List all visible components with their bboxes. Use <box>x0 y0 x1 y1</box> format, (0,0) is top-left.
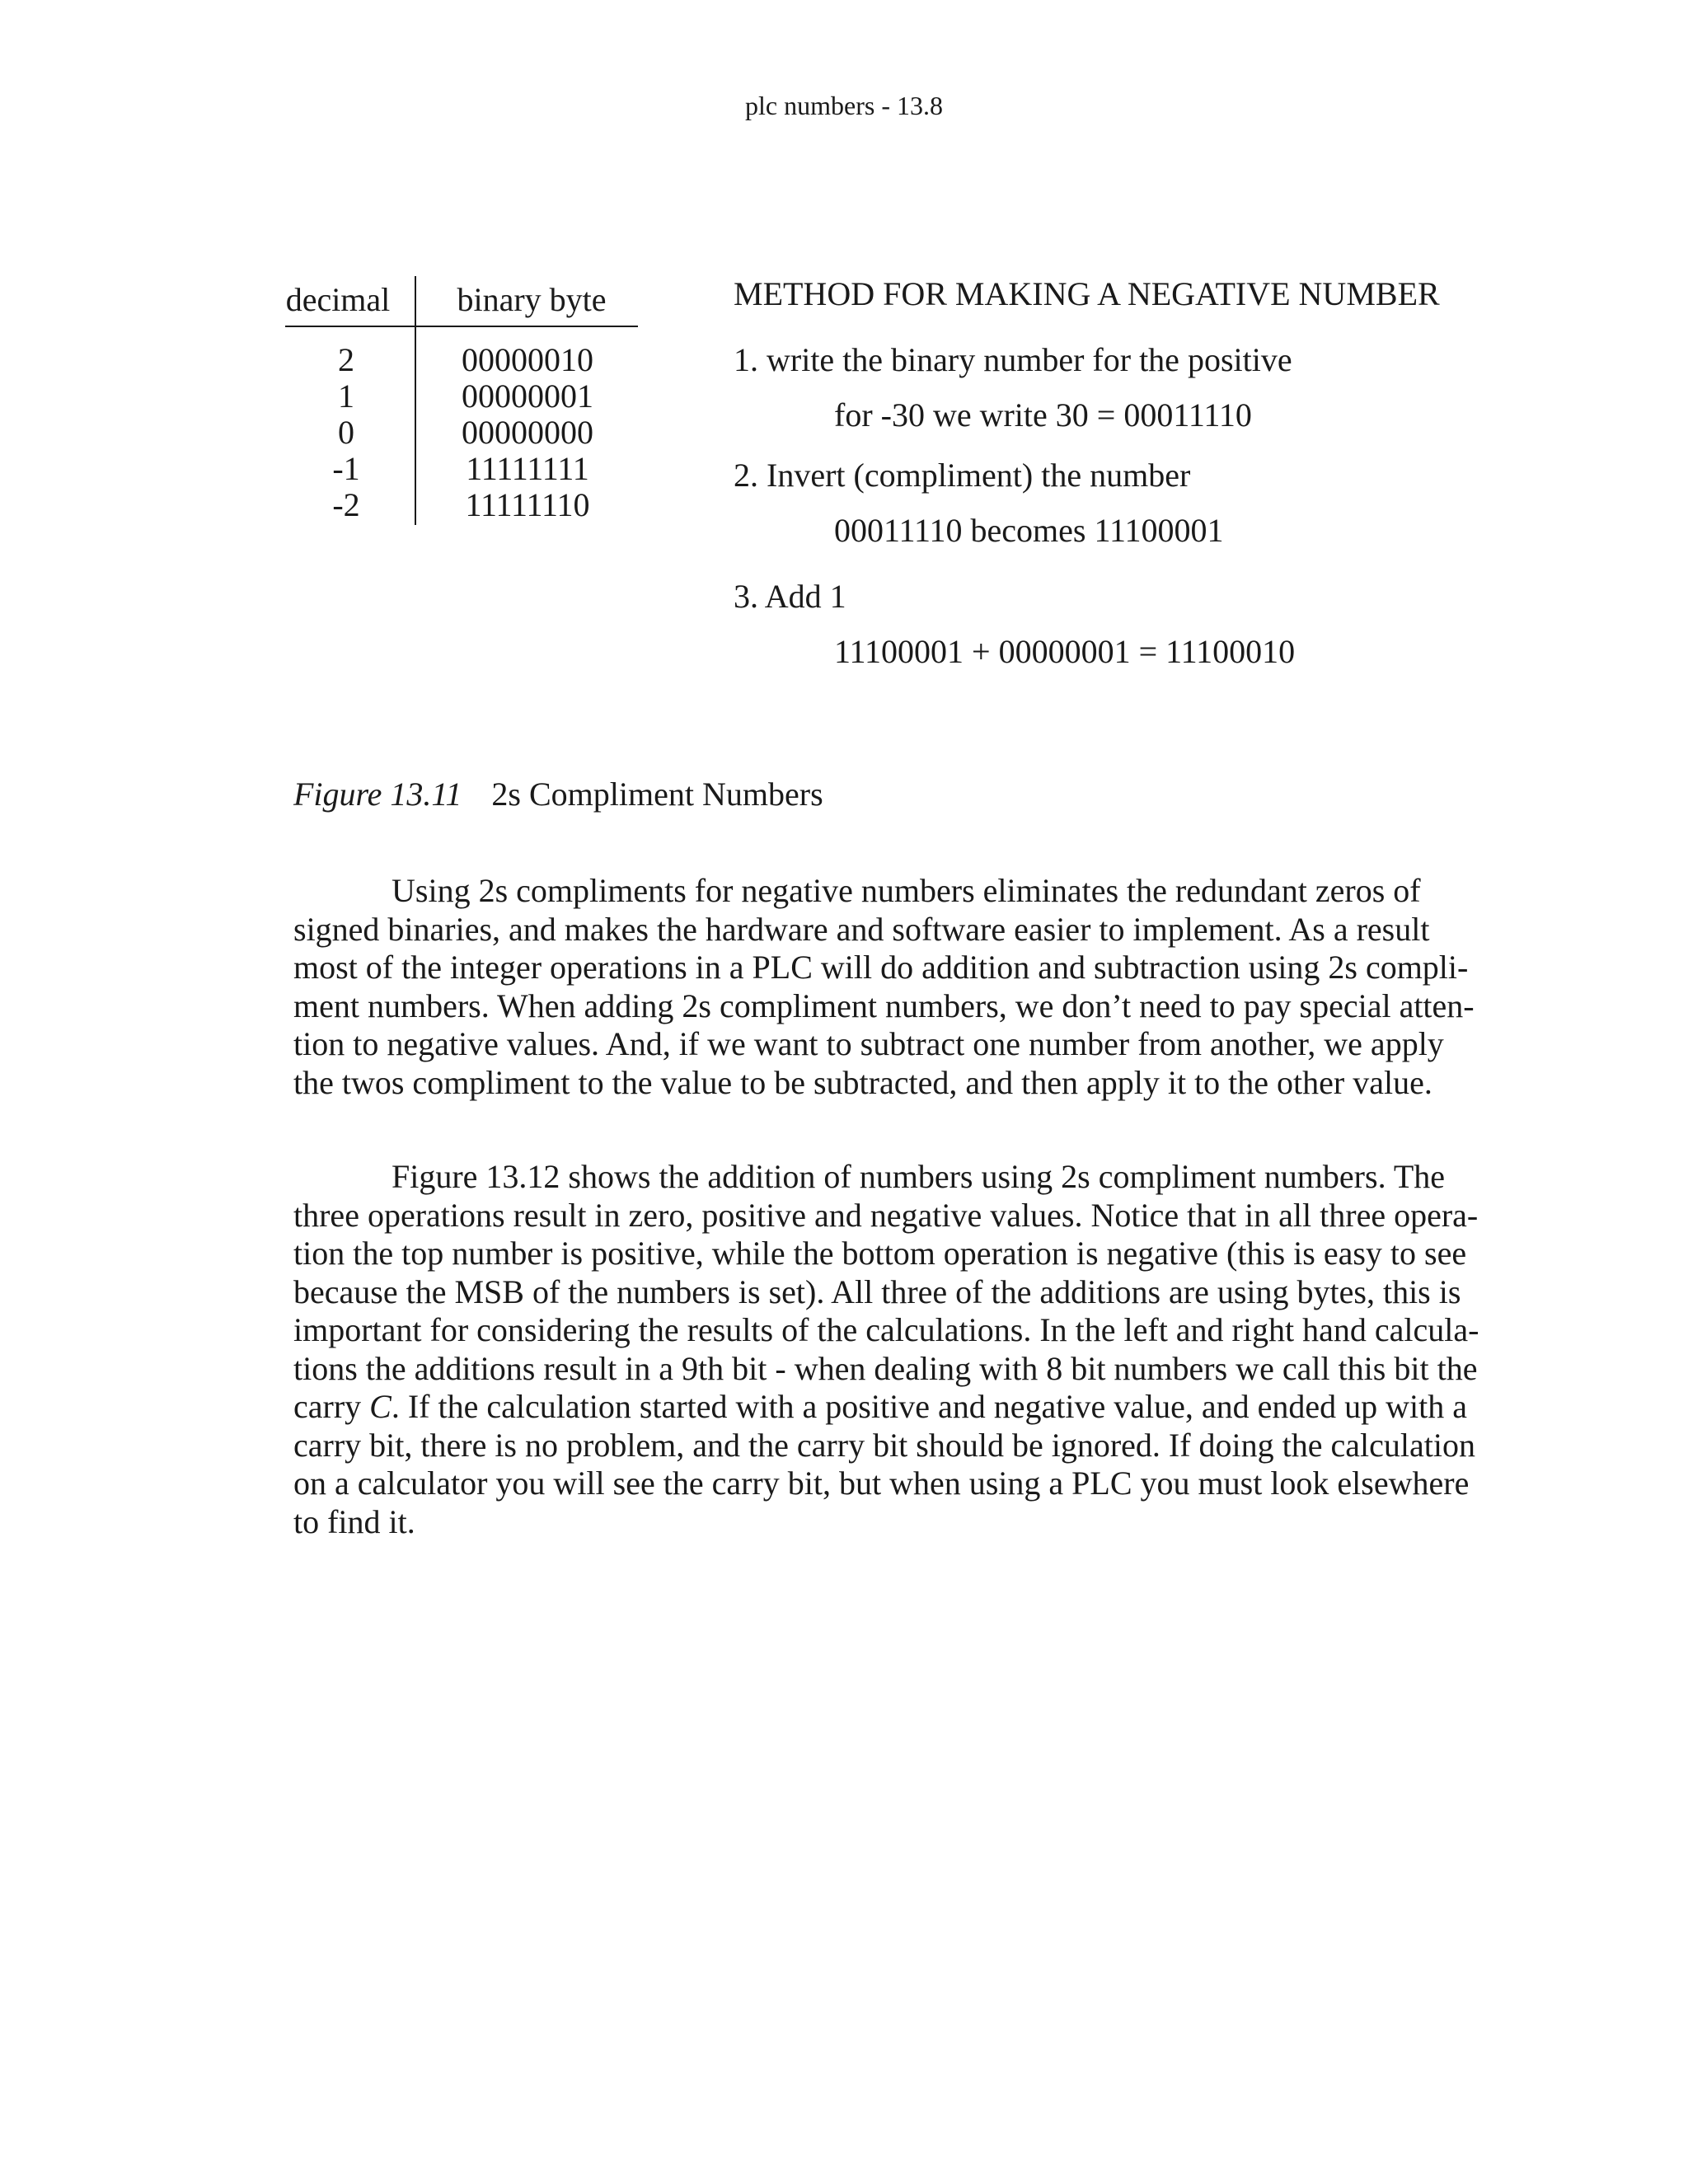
paragraph-line: ment numbers. When adding 2s compliment numbers, we don’t need to pay special atten- <box>293 987 1475 1024</box>
table-cell-binary: 11111111 <box>466 450 589 487</box>
paragraph-line: to find it. <box>293 1502 415 1540</box>
paragraph-line: tion to negative values. And, if we want to subtract one number from another, we apply <box>293 1025 1444 1062</box>
table-cell-binary: 11111110 <box>465 486 590 523</box>
paragraph-line: most of the integer operations in a PLC will do addition and subtraction using 2s compli- <box>293 949 1469 986</box>
figure-number: Figure 13.11 <box>293 776 462 813</box>
table-cell-decimal: 0 <box>338 414 354 451</box>
figure-caption <box>293 775 823 813</box>
paragraph-line: signed binaries, and makes the hardware and software easier to implement. As a result <box>293 910 1430 948</box>
table-vertical-rule <box>415 276 416 525</box>
page-header: plc numbers - 13.8 <box>745 91 943 120</box>
method-title: METHOD FOR MAKING A NEGATIVE NUMBER <box>734 275 1440 312</box>
paragraph-line: Figure 13.12 shows the addition of numbers using 2s compliment numbers. The <box>392 1158 1446 1195</box>
method-step-detail: 00011110 becomes 11100001 <box>834 512 1224 549</box>
paragraph-line: carry bit, there is no problem, and the carry bit should be ignored. If doing the calculation <box>293 1426 1476 1464</box>
table-header-binary: binary byte <box>457 281 607 318</box>
paragraph-line: tion the top number is positive, while the bottom operation is negative (this is easy to see <box>293 1235 1467 1272</box>
paragraph-line: tions the additions result in a 9th bit - when dealing with 8 bit numbers we call this bit the <box>293 1349 1478 1387</box>
table-horizontal-rule <box>285 326 638 327</box>
table-cell-binary: 00000001 <box>462 377 593 415</box>
table-cell-decimal: -2 <box>332 486 360 523</box>
paragraph-line: on a calculator you will see the carry bit, but when using a PLC you must look elsewhere <box>293 1465 1470 1502</box>
table-header-decimal: decimal <box>285 281 391 318</box>
method-step: 3. Add 1 <box>734 578 846 615</box>
table-cell-decimal: 1 <box>338 377 354 415</box>
paragraph-line: important for considering the results of the calculations. In the left and right hand calcula- <box>293 1311 1479 1348</box>
method-step: 1. write the binary number for the positive <box>734 341 1292 378</box>
paragraph-line: because the MSB of the numbers is set). All three of the additions are using bytes, this is <box>293 1272 1461 1310</box>
paragraph-line: the twos compliment to the value to be subtracted, and then apply it to the other value. <box>293 1063 1432 1101</box>
table-cell-binary: 00000000 <box>462 414 593 451</box>
paragraph-line: three operations result in zero, positive and negative values. Notice that in all three opera- <box>293 1196 1479 1234</box>
figure-title: 2s Compliment Numbers <box>491 776 823 813</box>
method-step-detail: 11100001 + 00000001 = 11100010 <box>834 633 1296 670</box>
body-paragraph <box>293 1158 1479 1541</box>
body-paragraph <box>293 872 1475 1102</box>
table-cell-decimal: 2 <box>338 341 354 378</box>
table-cell-binary: 00000010 <box>462 341 593 378</box>
method-step: 2. Invert (compliment) the number <box>734 457 1191 494</box>
paragraph-line: carry C. If the calculation started with a positive and negative value, and ended up with a <box>293 1388 1467 1425</box>
paragraph-line: Using 2s compliments for negative numbers eliminates the redundant zeros of <box>392 872 1421 909</box>
table-cell-decimal: -1 <box>332 450 360 487</box>
method-step-detail: for -30 we write 30 = 00011110 <box>834 396 1252 434</box>
